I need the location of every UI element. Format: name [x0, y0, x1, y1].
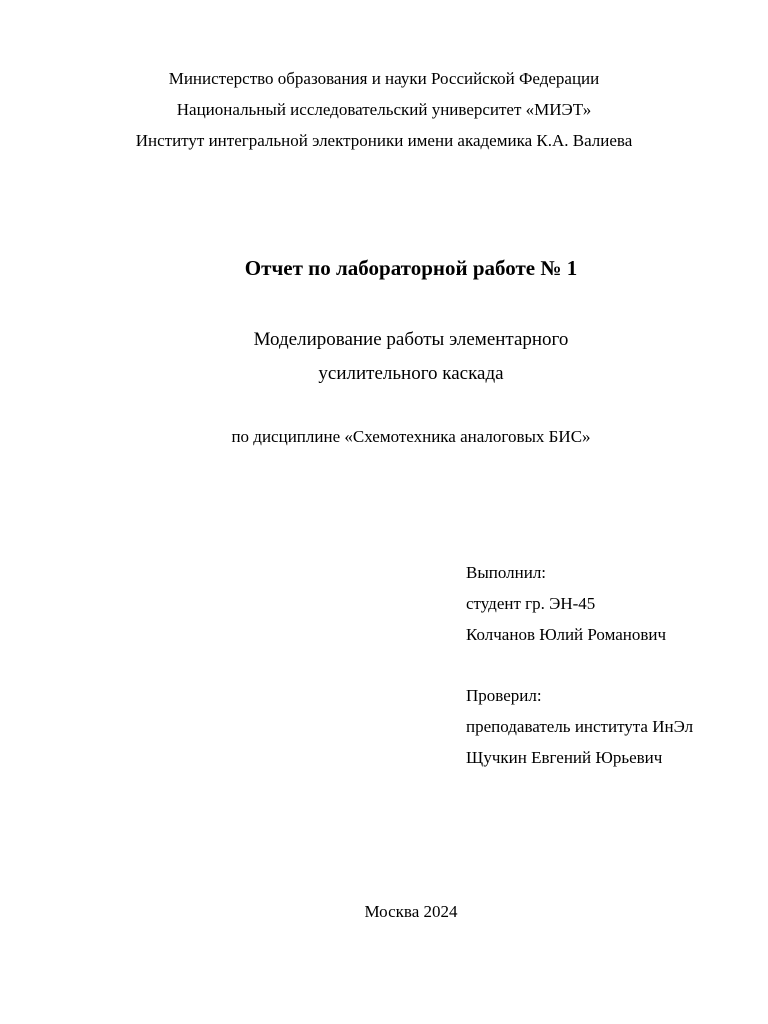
topic-line-2: усилительного каскада: [318, 363, 504, 384]
institute-line: Институт интегральной электроники имени академика К.А. Валиева: [135, 131, 633, 150]
discipline-line: по дисциплине «Схемотехника аналоговых БИС»: [231, 427, 591, 446]
checked-role: преподаватель института ИнЭл: [466, 717, 694, 736]
checked-name: Щучкин Евгений Юрьевич: [466, 748, 663, 767]
checked-label: Проверил:: [466, 686, 542, 705]
university-line: Национальный исследовательский университет «МИЭТ»: [176, 100, 592, 119]
performed-group: студент гр. ЭН-45: [466, 594, 596, 613]
city-year: Москва 2024: [364, 902, 458, 921]
performed-label: Выполнил:: [466, 563, 547, 582]
ministry-line: Министерство образования и науки Российской Федерации: [168, 69, 600, 88]
report-title: Отчет по лабораторной работе № 1: [244, 256, 578, 280]
topic-line-1: Моделирование работы элементарного: [253, 329, 569, 350]
performed-name: Колчанов Юлий Романович: [466, 625, 667, 644]
